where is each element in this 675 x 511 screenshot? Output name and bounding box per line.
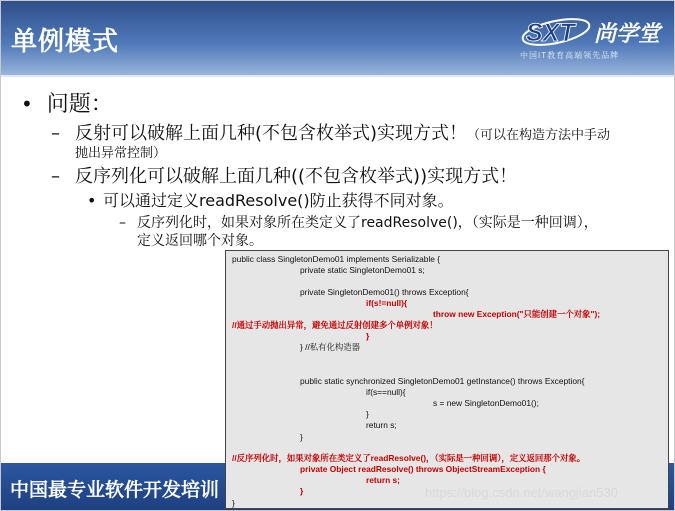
- code-line: public class SingletonDemo01 implements Serializable {: [232, 254, 441, 264]
- sxt-logo-icon: [520, 15, 592, 49]
- code-line: throw new Exception("只能创建一个对象");: [433, 309, 601, 319]
- code-line: if(s==null){: [366, 387, 406, 397]
- code-line: }: [366, 409, 369, 419]
- code-line: }: [232, 498, 235, 508]
- csdn-watermark: https://blog.csdn.net/wangjian530: [425, 485, 618, 500]
- code-comment: //通过手动抛出异常，避免通过反射创建多个单例对象！: [232, 320, 438, 330]
- bullet-reflection-text: 反射可以破解上面几种(不包含枚举式)实现方式！: [75, 123, 468, 144]
- code-line: } //私有化构造器: [300, 342, 361, 352]
- header-divider: [1, 75, 675, 77]
- code-line: s = new SingletonDemo01();: [433, 398, 539, 408]
- code-line: }: [300, 486, 304, 496]
- code-line: return s;: [366, 420, 397, 430]
- heading-item: [21, 87, 113, 118]
- code-line: private static SingletonDemo01 s;: [300, 265, 425, 275]
- code-snippet-box: [225, 250, 669, 509]
- code-line: private Object readResolve() throws ObjectStreamException {: [300, 464, 546, 474]
- footer-slogan: 中国最专业软件开发培训: [10, 479, 220, 501]
- sub-sub-bullet-cont: 定义返回哪个对象。: [137, 233, 263, 249]
- logo-tagline: 中国IT教育高端领先品牌: [520, 51, 620, 60]
- dash-icon: –: [119, 215, 126, 231]
- code-line: }: [366, 331, 370, 341]
- code-line: return s;: [366, 475, 400, 485]
- bullet-reflection-note-cont: 抛出异常控制）: [75, 146, 167, 161]
- code-line: if(s!=null){: [366, 298, 408, 308]
- sub-bullet-readresolve-text: 可以通过定义readResolve()防止获得不同对象。: [103, 191, 454, 210]
- slide-title: 单例模式: [11, 27, 120, 57]
- logo-name: 尚学堂: [594, 22, 661, 47]
- heading-text: 问题：: [46, 92, 113, 117]
- bullet-deserialization: [51, 162, 517, 188]
- sub-sub-bullet: [119, 212, 598, 232]
- dash-icon: –: [51, 166, 60, 187]
- bullet-deserialization-text: 反序列化可以破解上面几种((不包含枚举式))实现方式！: [75, 166, 518, 187]
- code-line: }: [300, 432, 303, 442]
- code-comment: //反序列化时，如果对象所在类定义了readResolve()，（实际是一种回调），定义返回那个对象。: [232, 453, 586, 463]
- sub-bullet-readresolve: [87, 188, 454, 211]
- logo-mark-text: SXT: [526, 19, 575, 47]
- bullet-reflection-note: （可以在构造方法中手动: [467, 128, 611, 143]
- bullet-dot-icon: •: [21, 92, 33, 116]
- bullet-dot-icon: •: [87, 191, 97, 210]
- sxt-logo: [520, 13, 666, 61]
- sub-sub-bullet-text: 反序列化时，如果对象所在类定义了readResolve()，（实际是一种回调），: [137, 215, 598, 231]
- code-line: public static synchronized SingletonDemo01 getInstance() throws Exception{: [300, 376, 585, 386]
- slide-header: [1, 1, 675, 77]
- code-line: private SingletonDemo01() throws Exception{: [300, 287, 469, 297]
- dash-icon: –: [51, 123, 60, 144]
